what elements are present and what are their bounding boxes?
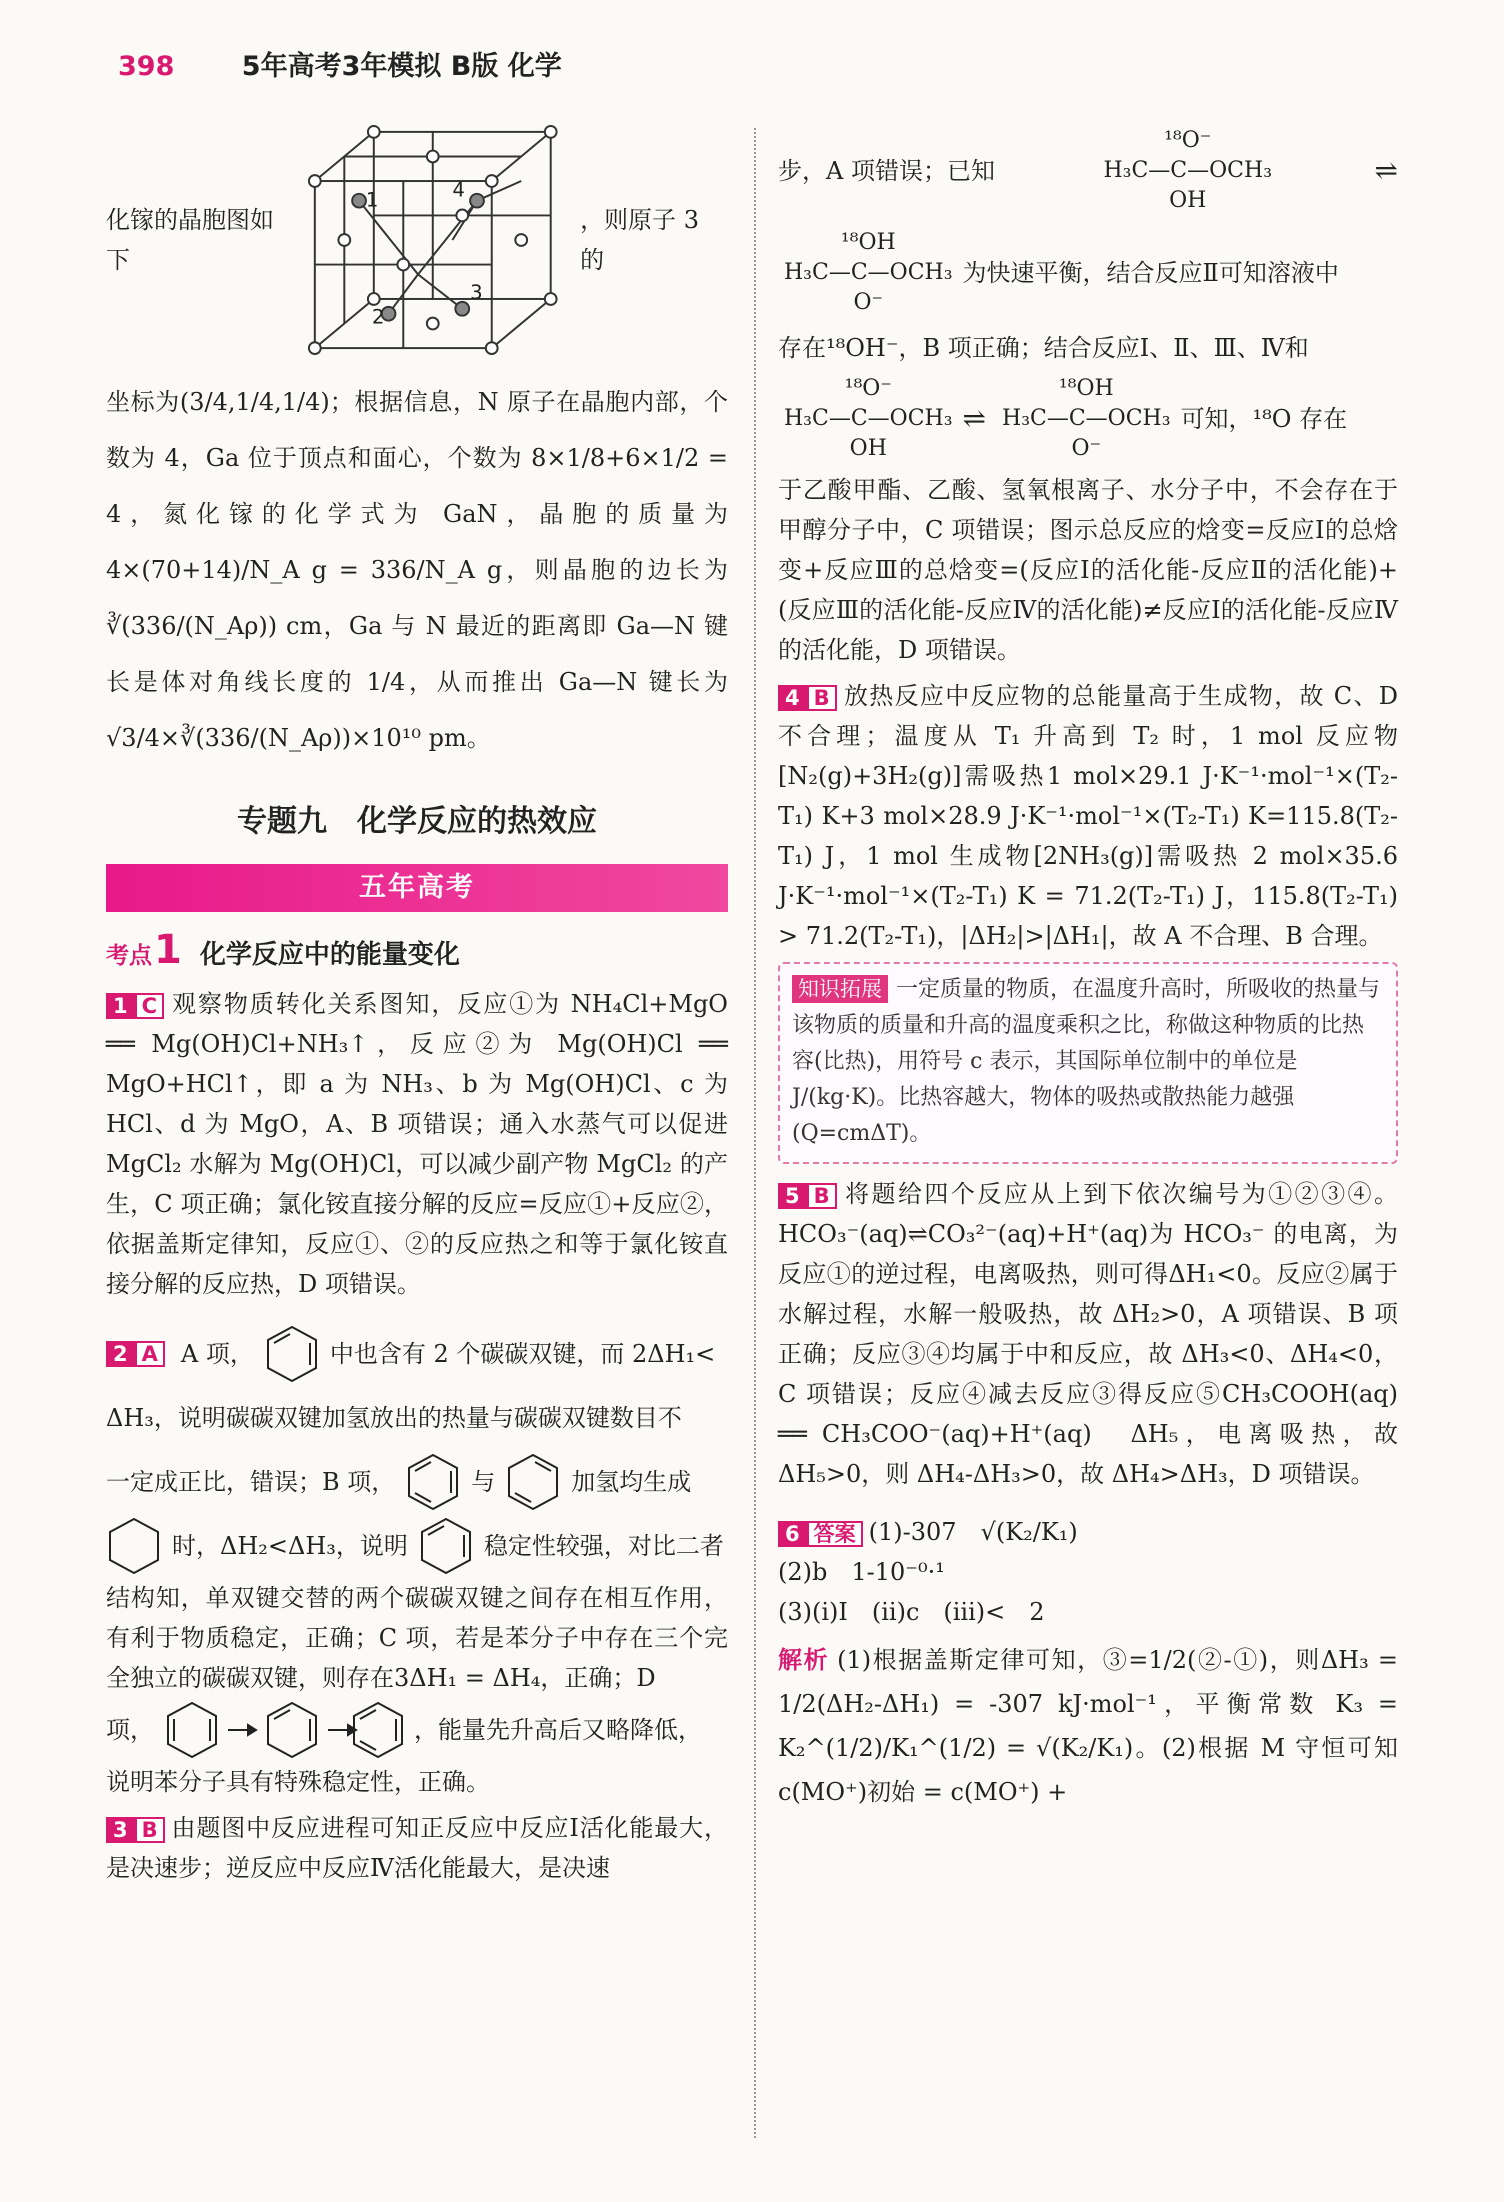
m2-bottom: O⁻ — [853, 290, 884, 315]
q5-answer: B — [807, 1183, 837, 1209]
cell-intro-text: 化镓的晶胞图如下 — [106, 206, 274, 274]
q5-tag — [778, 1183, 837, 1209]
m1-main: H₃C—C—OCH₃ — [1103, 158, 1273, 183]
crystal-cell-figure — [305, 120, 570, 360]
question-5 — [778, 1174, 1398, 1494]
molecule-1 — [1103, 126, 1272, 216]
m2-iso: ¹⁸OH — [840, 230, 896, 255]
r-line-4 — [778, 368, 1398, 470]
r-text-1: 步，A 项错误；已知 — [778, 157, 995, 185]
q2-line-6 — [106, 1698, 728, 1762]
q3-text: 由题图中反应进程可知正反应中反应Ⅰ活化能最大，是决速步；逆反应中反应Ⅳ活化能最大，是决速 — [106, 1814, 728, 1882]
cell-label-2: 2 — [371, 305, 385, 329]
paragraph-gan: 坐标为(3/4,1/4,1/4)；根据信息，N 原子在晶胞内部，个数为 4，Ga 位于顶点和面心，个数为 8×1/8+6×1/2 = 4，氮化镓的化学式为 GaN，晶胞的质量为 4×(70+14)/N_A g = 336/N_A g，则晶胞的边长为 ∛(336/(N_Aρ)) cm，Ga 与 N 最近的距离即 Ga—N 键长是体对角线长度的 1/4，从而推出 Ga—N 键长为 √3/4×∛(336/(N_Aρ))×10¹⁰ pm。 — [106, 388, 728, 752]
q6-a2: (2)b 1-10⁻⁰·¹ — [778, 1558, 945, 1586]
column-divider — [754, 128, 756, 2138]
q5-text: 将题给四个反应从上到下依次编号为①②③④。HCO₃⁻(aq)⇌CO₃²⁻(aq)+H⁺(aq)为 HCO₃⁻ 的电离，为反应①的逆过程，电离吸热，则可得ΔH₁<0。反应②属于水解过程，水解一般吸热，故 ΔH₂>0，A 项错误、B 项正确；反应③④均属于中和反应，故 ΔH₃<0、ΔH₄<0，C 项错误；反应④减去反应③得反应⑤CH₃COOH(aq) ══ CH₃COO⁻(aq)+H⁺(aq) ΔH₅，电离吸热，故 ΔH₅>0，则 ΔH₄-ΔH₃>0，故 ΔH₄>ΔH₃，D 项错误。 — [778, 1180, 1398, 1488]
question-6 — [778, 1512, 1398, 1814]
q1-answer: C — [135, 993, 164, 1019]
q2-f1: 项， — [106, 1716, 154, 1744]
q2-c1: 一定成正比，错误；B 项， — [106, 1468, 396, 1496]
analysis-text: (1)根据盖斯定律可知，③=1/2(②-①)，则ΔH₃ = 1/2(ΔH₂-ΔH₁) = -307 kJ·mol⁻¹，平衡常数 K₃ = K₂^(1/2)/K₁^(1/2) = √(K₂/K₁)。(2)根据 M 守恒可知 c(MO⁺)初始 = c(MO⁺) + — [778, 1646, 1398, 1806]
question-2 — [106, 1322, 728, 1802]
q5-number: 5 — [778, 1183, 807, 1209]
note-text: 一定质量的物质，在温度升高时，所吸收的热量与该物质的质量和升高的温度乘积之比，称做这种物质的比热容(比热)，用符号 c 表示，其国际单位制中的单位是 J/(kg·K)。比热容越大，物体的吸热或散热能力越强(Q=cmΔT)。 — [792, 977, 1381, 1146]
q2-line-7: 说明苯分子具有特殊稳定性，正确。 — [106, 1768, 490, 1796]
molecule-2 — [784, 228, 953, 318]
q6-analysis — [778, 1638, 1398, 1814]
knowledge-note — [778, 962, 1398, 1164]
cyclohexadiene-icon — [264, 1324, 320, 1384]
m4-bottom: O⁻ — [1071, 436, 1102, 461]
r-text-4: 可知，¹⁸O 存在 — [1180, 405, 1348, 433]
kaodian-title: 化学反应中的能量变化 — [199, 940, 460, 970]
q2-line-4 — [106, 1514, 728, 1578]
q2-a1: A 项， — [180, 1340, 254, 1368]
r-text-3: 存在¹⁸OH⁻，B 项正确；结合反应Ⅰ、Ⅱ、Ⅲ、Ⅳ和 — [778, 334, 1309, 362]
q4-answer: B — [807, 685, 837, 711]
kaodian-heading — [106, 927, 728, 976]
q6-number: 6 — [778, 1521, 807, 1547]
q2-a2: 中也含有 2 个碳碳双键，而 2ΔH₁< — [329, 1340, 716, 1368]
q2-tag — [106, 1341, 165, 1367]
molecule-3 — [784, 374, 953, 464]
cyclohexane-icon — [106, 1516, 162, 1576]
q2-c2: 与 — [471, 1468, 496, 1496]
q2-line-3 — [106, 1450, 728, 1514]
q2-d1: 时，ΔH₂<ΔH₃，说明 — [172, 1532, 408, 1560]
crystal-cell-line — [106, 120, 728, 360]
m3-main: H₃C—C—OCH₃ — [784, 406, 953, 431]
q4-text: 放热反应中反应物的总能量高于生成物，故 C、D 不合理；温度从 T₁ 升高到 T₂ 时，1 mol 反应物[N₂(g)+3H₂(g)]需吸热1 mol×29.1 J·K⁻¹·mol⁻¹×(T₂-T₁) K+3 mol×28.9 J·K⁻¹·mol⁻¹×(T₂-T₁) K=115.8(T₂-T₁) J，1 mol 生成物[2NH₃(g)]需吸热 2 mol×35.6 J·K⁻¹·mol⁻¹×(T₂-T₁) K = 71.2(T₂-T₁) J，115.8(T₂-T₁) > 71.2(T₂-T₁)，|ΔH₂|>|ΔH₁|，故 A 不合理、B 合理。 — [778, 682, 1398, 950]
m3-bottom: OH — [849, 436, 887, 461]
r-text-5: 于乙酸甲酯、乙酸、氢氧根离子、水分子中，不会存在于甲醇分子中，C 项错误；图示总反应的焓变=反应Ⅰ的总焓变+反应Ⅲ的总焓变=(反应Ⅰ的活化能-反应Ⅱ的活化能)+(反应Ⅲ的活化能-反应Ⅳ的活化能)≠反应Ⅰ的活化能-反应Ⅳ的活化能，D 项错误。 — [778, 476, 1398, 664]
equilibrium-arrow-1: ⇌ — [1374, 154, 1398, 187]
question-4 — [778, 676, 1398, 956]
benzene-icon — [405, 1452, 461, 1512]
q3-answer: B — [135, 1817, 165, 1843]
note-label: 知识拓展 — [792, 975, 888, 1003]
analysis-label: 解析 — [778, 1646, 830, 1674]
right-column — [778, 120, 1398, 1814]
q1-text: 观察物质转化关系图知，反应①为 NH₄Cl+MgO ══ Mg(OH)Cl+NH₃↑，反应②为 Mg(OH)Cl ══ MgO+HCl↑，即 a 为 NH₃、b 为 Mg(OH)Cl、c 为 HCl、d 为 MgO，A、B 项错误；通入水蒸气可以促进 MgCl₂ 水解为 Mg(OH)Cl，可以减少副产物 MgCl₂ 的产生，C 项正确；氯化铵直接分解的反应=反应①+反应②，依据盖斯定律知，反应①、②的反应热之和等于氯化铵直接分解的反应热，D 项错误。 — [106, 990, 728, 1298]
question-3 — [106, 1808, 728, 1888]
reaction-sequence-figure — [164, 1700, 404, 1760]
q2-line-1 — [106, 1322, 728, 1386]
kaodian-number: 1 — [154, 927, 182, 973]
question-1 — [106, 984, 728, 1304]
m3-iso: ¹⁸O⁻ — [844, 376, 892, 401]
r-line-1 — [778, 120, 1398, 222]
cell-after-text: ，则原子 3 的 — [580, 206, 699, 274]
q6-line-1 — [778, 1512, 1398, 1552]
q6-a3: (3)(ⅰ)Ⅰ (ⅱ)c (ⅲ)< 2 — [778, 1598, 1045, 1626]
page-number: 398 — [118, 51, 175, 82]
molecule-4 — [1002, 374, 1171, 464]
q2-f2: ，能量先升高后又略降低， — [414, 1716, 702, 1744]
q1-number: 1 — [106, 993, 135, 1019]
q6-tag — [778, 1521, 863, 1547]
kaodian-prefix: 考点 — [106, 943, 152, 969]
q2-c3: 加氢均生成 — [571, 1468, 692, 1496]
r-text-2: 为快速平衡，结合反应Ⅱ可知溶液中 — [962, 259, 1339, 287]
q3-tag — [106, 1817, 165, 1843]
q3-number: 3 — [106, 1817, 135, 1843]
q2-answer: A — [135, 1341, 165, 1367]
q2-number: 2 — [106, 1341, 135, 1367]
topic-title: 专题九 化学反应的热效应 — [237, 804, 597, 839]
q1-tag — [106, 993, 164, 1019]
q4-number: 4 — [778, 685, 807, 711]
q6-a1: (1)-307 √(K₂/K₁) — [868, 1518, 1078, 1546]
m2-main: H₃C—C—OCH₃ — [784, 260, 953, 285]
book-title: 5年高考3年模拟 B版 化学 — [241, 51, 562, 82]
cyclohexadiene-compare-icon — [418, 1516, 474, 1576]
r-line-2 — [778, 222, 1398, 324]
m1-bottom: OH — [1169, 188, 1207, 213]
q6-answer: 答案 — [807, 1521, 863, 1547]
cell-label-4: 4 — [452, 178, 465, 202]
cyclohexadiene-14-icon — [505, 1452, 561, 1512]
m4-main: H₃C—C—OCH₃ — [1002, 406, 1171, 431]
q2-line-5: 结构知，单双键交替的两个碳碳双键之间存在相互作用，有利于物质稳定，正确；C 项，若是苯分子中存在三个完全独立的碳碳双键，则存在3ΔH₁ = ΔH₄，正确；D — [106, 1584, 728, 1692]
page-header — [118, 44, 562, 83]
equilibrium-arrow-2: ⇌ — [962, 402, 987, 435]
q2-line-2: ΔH₃，说明碳碳双键加氢放出的热量与碳碳双键数目不 — [106, 1404, 682, 1432]
cell-label-3: 3 — [469, 280, 483, 304]
m1-iso: ¹⁸O⁻ — [1164, 128, 1212, 153]
left-column — [106, 120, 728, 1888]
section-band: 五年高考 — [106, 864, 728, 912]
q2-d2: 稳定性较强，对比二者 — [483, 1532, 724, 1560]
m4-iso: ¹⁸OH — [1058, 376, 1114, 401]
cell-label-1: 1 — [365, 188, 379, 212]
q4-tag — [778, 685, 837, 711]
